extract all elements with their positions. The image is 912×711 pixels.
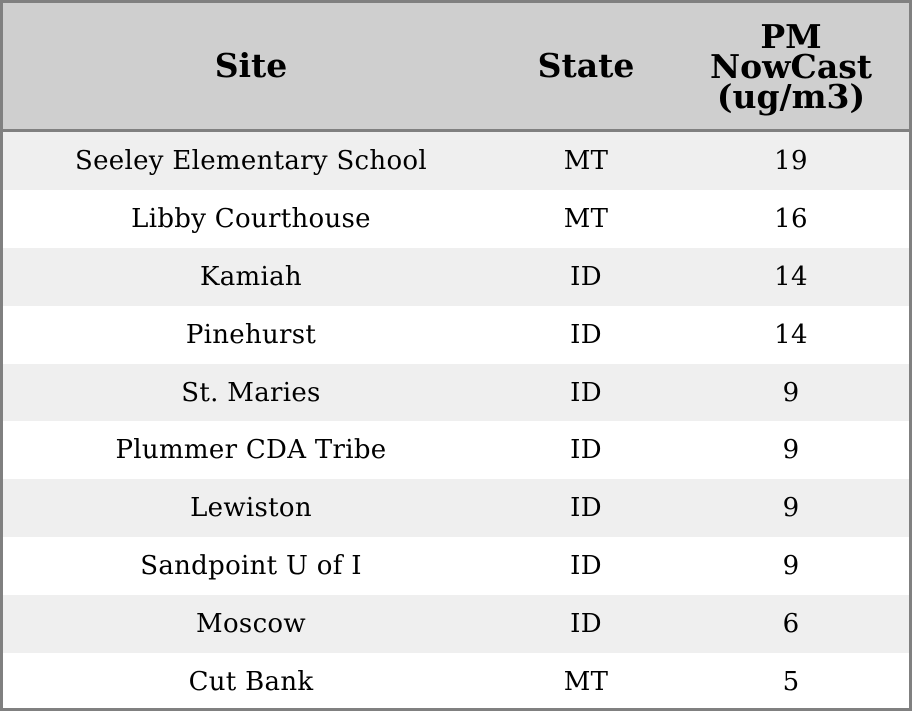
cell-state: ID bbox=[570, 609, 602, 640]
cell-site: Plummer CDA Tribe bbox=[115, 435, 387, 466]
table-row bbox=[3, 537, 909, 595]
cell-site: Sandpoint U of I bbox=[140, 551, 362, 582]
cell-pm: 19 bbox=[774, 145, 808, 176]
cell-state: MT bbox=[563, 203, 609, 234]
header-pm-line-3: (ug/m3) bbox=[716, 77, 866, 116]
table-header-row bbox=[3, 3, 909, 132]
cell-pm: 9 bbox=[782, 551, 800, 582]
header-pm-nowcast bbox=[673, 3, 909, 129]
table-body bbox=[3, 132, 909, 711]
cell-site: Pinehurst bbox=[185, 319, 317, 350]
table-row bbox=[3, 364, 909, 422]
cell-state: ID bbox=[570, 261, 602, 292]
cell-state: ID bbox=[570, 435, 602, 466]
cell-state: MT bbox=[563, 145, 609, 176]
cell-pm: 16 bbox=[774, 203, 808, 234]
cell-site: Kamiah bbox=[200, 261, 302, 292]
cell-pm: 6 bbox=[782, 609, 800, 640]
cell-site: Seeley Elementary School bbox=[75, 145, 427, 176]
cell-state: ID bbox=[570, 377, 602, 408]
cell-pm: 9 bbox=[782, 377, 800, 408]
cell-state: ID bbox=[570, 551, 602, 582]
cell-pm: 5 bbox=[782, 666, 800, 697]
cell-pm: 14 bbox=[774, 319, 808, 350]
cell-site: Moscow bbox=[196, 609, 306, 640]
table-row bbox=[3, 653, 909, 711]
table-row bbox=[3, 190, 909, 248]
header-site: Site bbox=[214, 46, 288, 85]
cell-site: St. Maries bbox=[181, 377, 321, 408]
cell-site: Libby Courthouse bbox=[131, 203, 371, 234]
table-row bbox=[3, 132, 909, 190]
cell-site: Lewiston bbox=[190, 493, 312, 524]
cell-state: ID bbox=[570, 493, 602, 524]
cell-pm: 9 bbox=[782, 435, 800, 466]
cell-state: ID bbox=[570, 319, 602, 350]
header-pm-line-1: PM bbox=[760, 17, 822, 56]
table-row bbox=[3, 479, 909, 537]
cell-pm: 9 bbox=[782, 493, 800, 524]
cell-state: MT bbox=[563, 666, 609, 697]
table-row bbox=[3, 306, 909, 364]
header-state: State bbox=[537, 46, 635, 85]
cell-site: Cut Bank bbox=[188, 666, 314, 697]
table-row bbox=[3, 421, 909, 479]
table-row bbox=[3, 595, 909, 653]
table-row bbox=[3, 248, 909, 306]
header-pm-line-2: NowCast bbox=[709, 47, 873, 86]
cell-pm: 14 bbox=[774, 261, 808, 292]
